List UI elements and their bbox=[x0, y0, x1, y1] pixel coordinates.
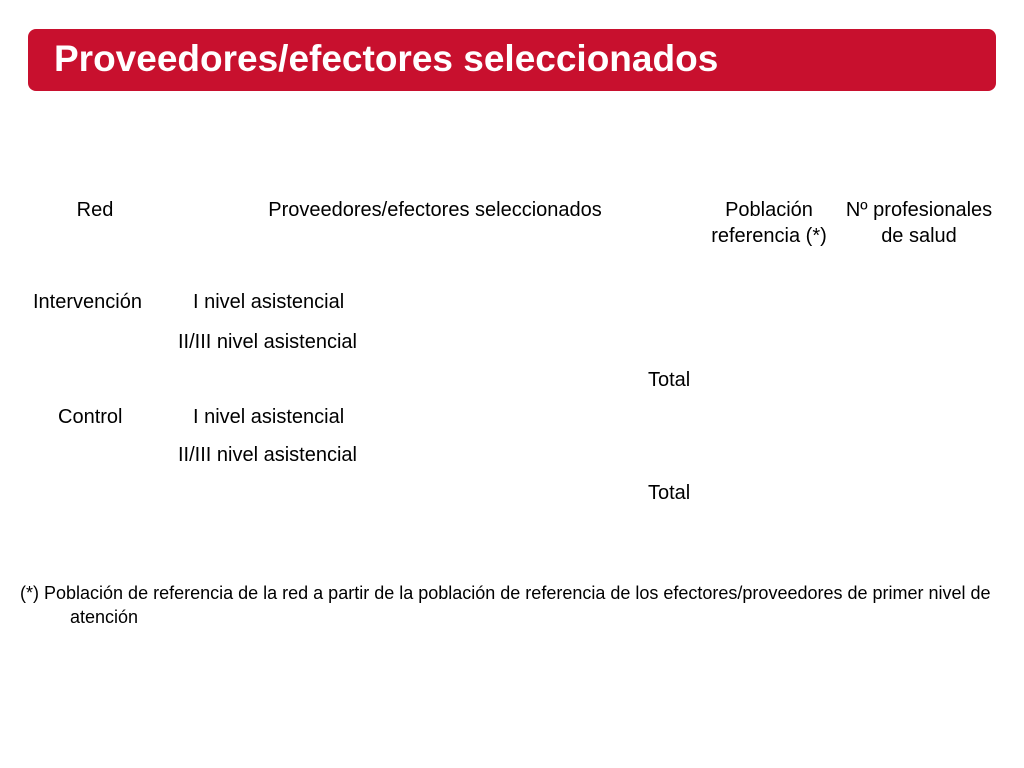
row-red-control: Control bbox=[58, 406, 123, 428]
row-nivel: I nivel asistencial bbox=[193, 406, 345, 428]
row-total: Total bbox=[648, 482, 691, 504]
row-red-intervencion: Intervención bbox=[33, 291, 142, 313]
footnote: (*) Población de referencia de la red a partir de la población de referencia de los efectores/proveedores de primer nivel de atención bbox=[20, 583, 991, 627]
header-proveedores: Proveedores/efectores seleccionados bbox=[268, 199, 602, 221]
header-profesionales: Nº profesionales de salud bbox=[845, 199, 993, 247]
page-title: Proveedores/efectores seleccionados bbox=[54, 38, 719, 79]
row-nivel: II/III nivel asistencial bbox=[178, 444, 357, 466]
row-nivel: I nivel asistencial bbox=[193, 291, 345, 313]
header-red: Red bbox=[76, 199, 114, 221]
row-nivel: II/III nivel asistencial bbox=[178, 331, 357, 353]
row-total: Total bbox=[648, 369, 691, 391]
header-poblacion: Población referencia (*) bbox=[711, 199, 827, 247]
title-bar bbox=[28, 29, 996, 91]
